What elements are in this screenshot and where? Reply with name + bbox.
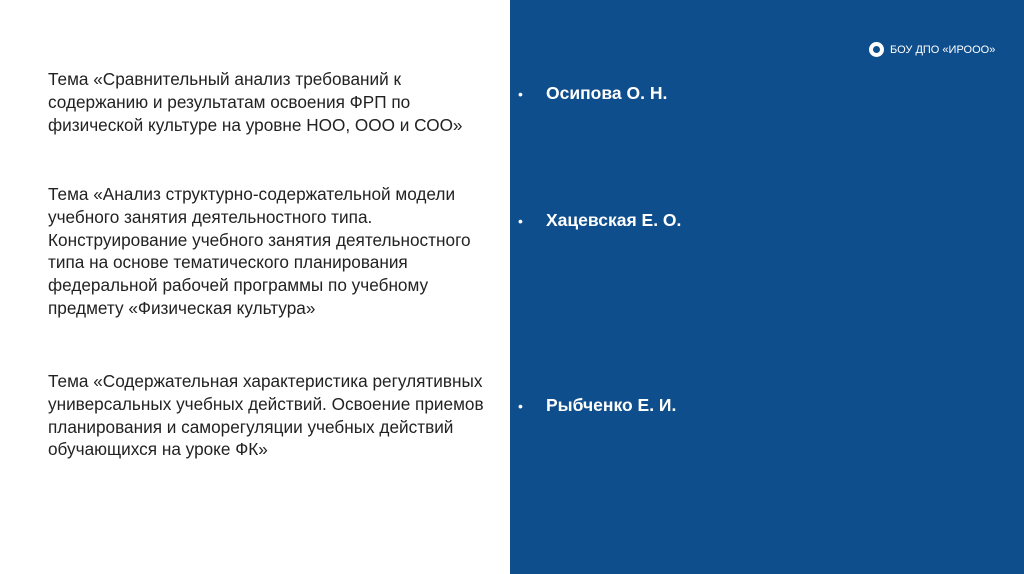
topic-text-1: Тема «Сравнительный анализ требований к содержанию и результатам освоения ФРП по физической культуре на уровне НОО, ООО и СОО» <box>48 69 463 135</box>
org-logo-text: БОУ ДПО «ИРООО» <box>890 43 996 56</box>
author-item <box>518 210 681 231</box>
authors-panel <box>510 0 1024 574</box>
bullet-icon: • <box>518 397 523 414</box>
org-logo <box>869 42 995 57</box>
bullet-icon: • <box>518 85 523 102</box>
author-name: Рыбченко Е. И. <box>546 395 677 415</box>
topic-text-2: Тема «Анализ структурно-содержательной модели учебного занятия деятельностного типа. Конструирование учебного занятия деятельностного типа на основе тематического планирования федеральной рабочей программы по учебному предмету «Физическая культура» <box>48 184 471 318</box>
author-name: Хацевская Е. О. <box>546 210 682 230</box>
topic-text-3: Тема «Содержательная характеристика регулятивных универсальных учебных действий. Освоение приемов планирования и саморегуляции учебных действий обучающихся на уроке ФК» <box>48 371 484 460</box>
author-name: Осипова О. Н. <box>546 83 668 103</box>
author-item <box>518 83 667 104</box>
author-item <box>518 395 676 416</box>
bullet-icon: • <box>518 212 523 229</box>
org-logo-icon <box>869 42 884 57</box>
topics-panel <box>0 0 510 574</box>
